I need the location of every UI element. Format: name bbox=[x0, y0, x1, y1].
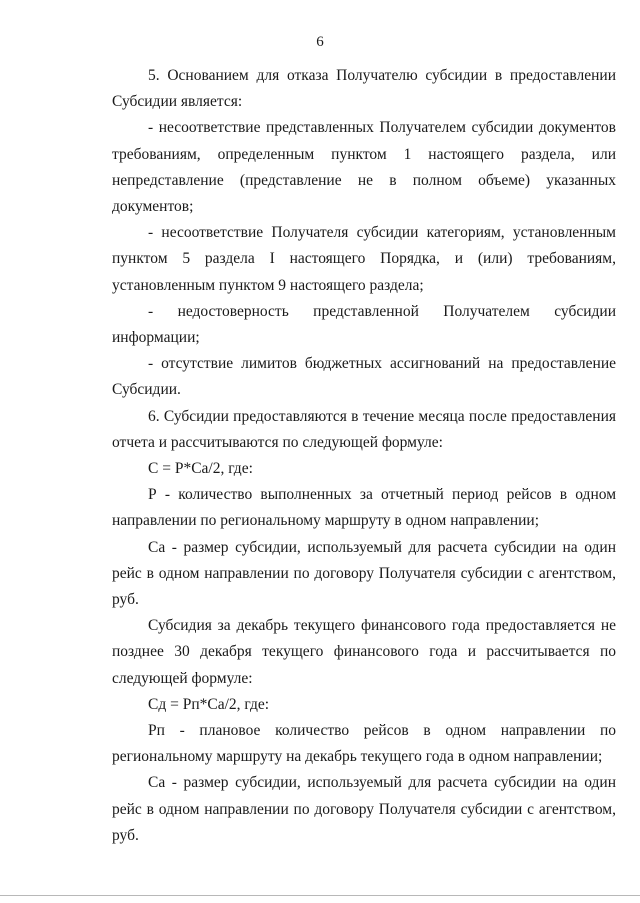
page-number: 6 bbox=[316, 34, 324, 50]
paragraph-refusal-grounds: 5. Основанием для отказа Получателю субсидии в предоставлении Субсидии является: bbox=[112, 67, 616, 111]
paragraph-subsidy-provision: 6. Субсидии предоставляются в течение месяца после предоставления отчета и рассчитываются по следующей формуле: bbox=[112, 407, 616, 451]
paragraph-ca-definition-december: Са - размер субсидии, используемый для расчета субсидии на один рейс в одном направлении по договору Получателя субсидии с агентством, руб. bbox=[112, 774, 616, 844]
paragraph-december-subsidy: Субсидия за декабрь текущего финансового года предоставляется не позднее 30 декабря текущего финансового года и рассчитывается по следующей формуле: bbox=[112, 617, 616, 687]
paragraph-unreliable-info: - недостоверность представленной Получателем субсидии информации; bbox=[112, 302, 616, 347]
formula-monthly: С = Р*Са/2, где: bbox=[148, 460, 253, 478]
paragraph-p-definition: Р - количество выполненных за отчетный период рейсов в одном направлении по региональному маршруту в одном направлении; bbox=[112, 486, 616, 530]
paragraph-documents-mismatch: - несоответствие представленных Получателем субсидии документов требованиям, определенным пунктом 1 настоящего раздела, или непредставление (представление не в полном объеме) указанных документов; bbox=[112, 119, 616, 216]
bottom-divider bbox=[0, 895, 640, 896]
paragraph-category-mismatch: - несоответствие Получателя субсидии категориям, установленным пунктом 5 раздела I настоящего Порядка, и (или) требованиям, установленным пунктом 9 настоящего раздела; bbox=[112, 224, 616, 294]
document-body bbox=[112, 63, 616, 849]
formula-december: Сд = Рп*Са/2, где: bbox=[148, 695, 270, 713]
paragraph-no-limits: - отсутствие лимитов бюджетных ассигнований на предоставление Субсидии. bbox=[112, 355, 616, 399]
paragraph-pp-definition: Рп - плановое количество рейсов в одном направлении по региональному маршруту на декабрь текущего года в одном направлении; bbox=[112, 722, 616, 766]
paragraph-ca-definition: Са - размер субсидии, используемый для расчета субсидии на один рейс в одном направлении по договору Получателя субсидии с агентством, руб. bbox=[112, 538, 616, 609]
